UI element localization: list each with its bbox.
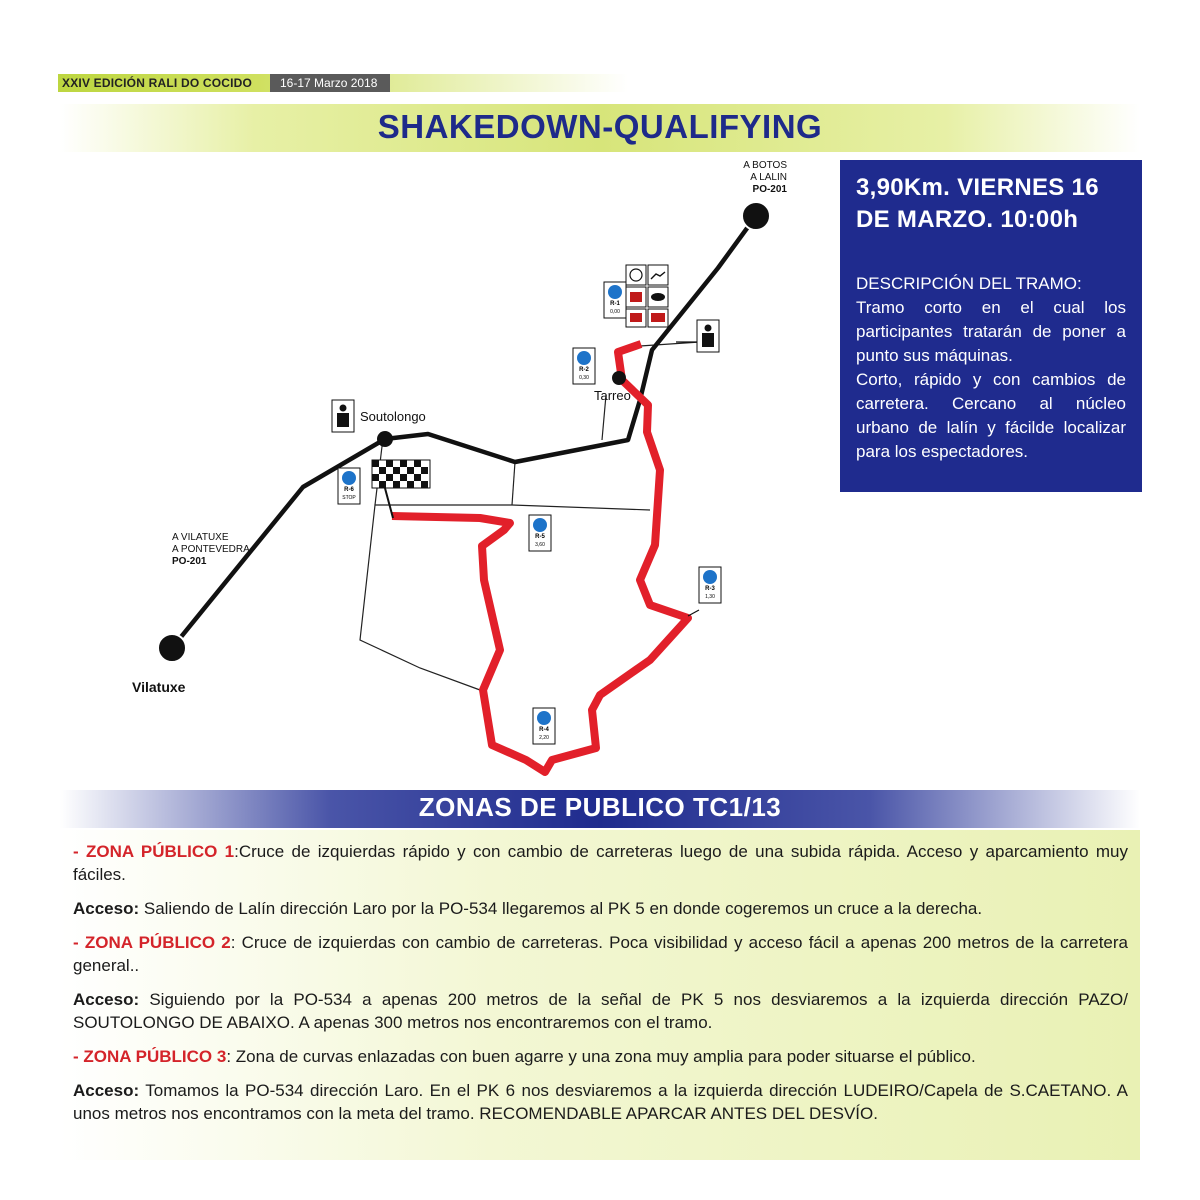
stage-headline <box>856 172 1126 236</box>
zone-1-access <box>73 897 1128 920</box>
zone-2-label: - ZONA PÚBLICO 2 <box>73 933 231 952</box>
description-title: DESCRIPCIÓN DEL TRAMO: <box>856 274 1082 293</box>
marker-r3-value: 1,30 <box>705 594 715 600</box>
zone-3-access-label: Acceso: <box>73 1081 140 1100</box>
zone-1 <box>73 840 1128 886</box>
marker-r4-code: R-4 <box>539 727 549 733</box>
direction-west-line2: A PONTEVEDRA <box>172 544 250 555</box>
radio-marker-r5 <box>529 515 551 551</box>
direction-west-road: PO-201 <box>172 556 207 567</box>
marker-r5-code: R-5 <box>535 534 545 540</box>
services-icon-panel <box>626 265 668 327</box>
marker-r6-code: R-6 <box>344 487 354 493</box>
zone-2-text: : Cruce de izquierdas con cambio de carreteras. Poca visibilidad y acceso fácil a apenas 200 metros de la carretera general.. <box>73 933 1128 975</box>
marshal-icon-soutolongo <box>332 400 354 432</box>
vilatuxe-node <box>158 634 186 662</box>
radio-marker-r6 <box>338 468 360 504</box>
radio-marker-r3 <box>688 567 721 616</box>
zone-3-text: : Zona de curvas enlazadas con buen agarre y una zona muy amplia para poder situarse el público. <box>226 1047 976 1066</box>
stage-headline-line2: DE MARZO. 10:00h <box>856 206 1079 233</box>
zones-title: ZONAS DE PUBLICO TC1/13 <box>418 792 782 822</box>
place-soutolongo: Soutolongo <box>360 409 426 424</box>
zones-list <box>73 840 1128 1136</box>
direction-west-line1: A VILATUXE <box>172 532 229 543</box>
direction-north-line2: A LALIN <box>750 172 787 183</box>
page-title: SHAKEDOWN-QUALIFYING <box>377 108 823 145</box>
tarreo-node <box>612 371 626 385</box>
marker-r1-value: 0,00 <box>610 309 620 315</box>
marker-r4-value: 2,20 <box>539 735 549 741</box>
stage-headline-line1: 3,90Km. VIERNES 16 <box>856 174 1099 201</box>
zone-3-access-text: Tomamos la PO-534 dirección Laro. En el PK 6 nos desviaremos a la izquierda dirección LUDEIRO/Capela de S.CAETANO. A unos metros nos encontramos con la meta del tramo. RECOMENDABLE APARCAR ANTES DEL DESVÍO. <box>73 1081 1128 1123</box>
zone-1-access-text: Saliendo de Lalín dirección Laro por la PO-534 llegaremos al PK 5 en donde cogeremos un cruce a la derecha. <box>139 899 983 918</box>
event-dates: 16-17 Marzo 2018 <box>280 76 378 90</box>
marker-r5-value: 3,60 <box>535 542 545 548</box>
zone-2-access-text: Siguiendo por la PO-534 a apenas 200 metros de la señal de PK 5 nos desviaremos a la izquierda dirección PAZO/ SOUTOLONGO DE ABAIXO. A apenas 300 metros nos encontraremos con el tramo. <box>73 990 1128 1032</box>
place-vilatuxe: Vilatuxe <box>132 679 186 695</box>
radio-marker-r4 <box>533 708 555 744</box>
description-paragraph-2: Corto, rápido y con cambios de carretera. Cercano al núcleo urbano de lalín y fácilde localizar para los espectadores. <box>856 370 1126 461</box>
zone-1-text: :Cruce de izquierdas rápido y con cambio de carreteras luego de una subida rápida. Acceso y aparcamiento muy fáciles. <box>73 842 1128 884</box>
marker-r2-code: R-2 <box>579 367 589 373</box>
zone-1-access-label: Acceso: <box>73 899 140 918</box>
marshal-icon-north <box>676 320 719 352</box>
marker-r6-value: STOP <box>342 495 356 501</box>
zone-1-label: - ZONA PÚBLICO 1 <box>73 842 235 861</box>
zone-2-access-label: Acceso: <box>73 990 140 1009</box>
zone-2 <box>73 931 1128 977</box>
botos-node <box>742 202 770 230</box>
checkered-flag-icon <box>372 460 430 518</box>
direction-north-road: PO-201 <box>752 184 787 195</box>
edition-label: XXIV EDICIÓN RALI DO COCIDO <box>62 76 253 90</box>
direction-north-line1: A BOTOS <box>743 160 787 171</box>
place-tarreo: Tarreo <box>594 388 631 403</box>
zone-3 <box>73 1045 1128 1068</box>
zone-2-access <box>73 988 1128 1034</box>
marker-r2-value: 0,30 <box>579 375 589 381</box>
marker-r1-code: R-1 <box>610 301 620 307</box>
zone-3-access <box>73 1079 1128 1125</box>
soutolongo-node <box>377 431 393 447</box>
radio-marker-r1 <box>604 282 626 318</box>
stage-map <box>0 150 840 790</box>
stage-info-box <box>840 160 1142 492</box>
radio-marker-r2 <box>573 348 595 384</box>
description-paragraph-1: Tramo corto en el cual los participantes tratarán de poner a punto sus máquinas. <box>856 298 1126 365</box>
zone-3-label: - ZONA PÚBLICO 3 <box>73 1047 227 1066</box>
marker-r3-code: R-3 <box>705 586 715 592</box>
